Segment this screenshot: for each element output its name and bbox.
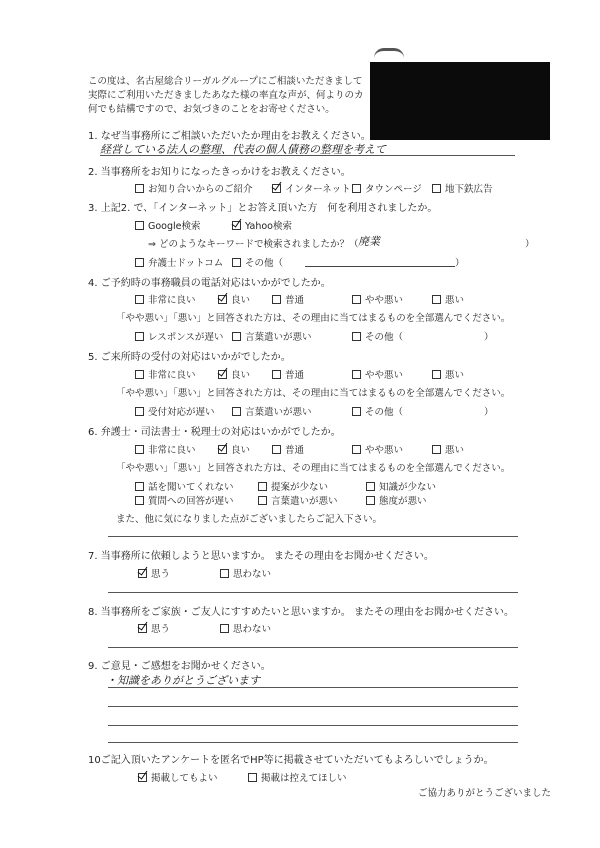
q2-checkbox-3[interactable] (432, 184, 441, 193)
q5-rating-1[interactable] (218, 367, 250, 382)
q6-rating-label: やや悪い (365, 445, 404, 456)
q6-rating-label: 良い (231, 445, 251, 456)
q4-rating-4[interactable] (432, 292, 464, 307)
q9-write-line-3[interactable] (108, 725, 518, 726)
q3-checkbox-2[interactable] (135, 258, 144, 267)
q3-question: 3. 上記2. で、「インターネット」とお答え頂いた方 何を利用されましたか。 (88, 203, 438, 214)
q7-option-label: 思う (151, 569, 171, 580)
q5-checkbox-0[interactable] (135, 370, 144, 379)
q5-checkbox-1[interactable] (218, 370, 227, 379)
q4-rating-label: やや悪い (365, 295, 404, 306)
q5-rating-4[interactable] (432, 367, 464, 382)
q9-write-line-1[interactable] (108, 687, 518, 688)
q10-checkbox-1[interactable] (248, 773, 257, 782)
q5-reason-paren: ） (484, 407, 494, 418)
closing-thanks: ご協力ありがとうございました (418, 788, 552, 799)
q3-other-blank[interactable] (305, 257, 455, 267)
q8-option-label: 思わない (233, 624, 272, 635)
q3-option-label: Yahoo検索 (245, 221, 292, 232)
q2-checkbox-1[interactable] (272, 184, 281, 193)
q1-answer-line (100, 155, 515, 156)
q6-checkbox-3[interactable] (352, 445, 361, 454)
q5-reason-label: その他（ (365, 407, 404, 418)
q6-reason-r1-1[interactable] (258, 479, 328, 494)
q3-option-label: 弁護士ドットコム (148, 258, 224, 269)
q6-checkbox-4[interactable] (432, 445, 441, 454)
q2-option-internet[interactable] (272, 181, 351, 196)
q6-reason-label: 態度が悪い (379, 496, 427, 507)
q2-option-subway[interactable] (432, 181, 493, 196)
q3-option-label: Google検索 (148, 221, 201, 232)
q4-reason-1[interactable] (232, 329, 312, 344)
q10-question: 10ご記入頂いたアンケートを匿名でHP等に掲載させていただいてもよろしいでしょうか。 (88, 755, 494, 766)
q9-write-line-2[interactable] (108, 706, 518, 707)
q6-checkbox-0[interactable] (135, 445, 144, 454)
q2-checkbox-0[interactable] (135, 184, 144, 193)
q8-write-line[interactable] (108, 647, 518, 648)
q4-rating-2[interactable] (272, 292, 304, 307)
q5-rating-label: 普通 (285, 370, 305, 381)
q4-checkbox-0[interactable] (135, 295, 144, 304)
q2-checkbox-2[interactable] (352, 184, 361, 193)
q7-option-no[interactable] (220, 566, 271, 581)
q5-reason-label: 言葉遣いが悪い (245, 407, 312, 418)
q9-question: 9. ご意見・ご感想をお聞かせください。 (88, 661, 271, 672)
q3-keyword-prompt: ⇒ どのようなキーワードで検索されましたか？（ (148, 239, 359, 250)
q3-checkbox-0[interactable] (135, 221, 144, 230)
q8-option-label: 思う (151, 624, 171, 635)
q3-option-google[interactable] (135, 218, 201, 233)
q6-rating-3[interactable] (352, 442, 403, 457)
intro-line-3: 何でも結構ですので、お気づきのことをお寄せください。 (88, 104, 335, 115)
q3-other-close: ） (455, 258, 465, 269)
q4-reason-checkbox-0[interactable] (135, 332, 144, 341)
q5-checkbox-4[interactable] (432, 370, 441, 379)
q6-reason-label: 言葉遣いが悪い (271, 496, 338, 507)
q8-checkbox-1[interactable] (220, 624, 229, 633)
q10-option-yes[interactable] (138, 770, 218, 785)
q6-other-note: また、他に気になりました点がございましたらご記入下さい。 (116, 514, 383, 525)
q6-rating-label: 非常に良い (148, 445, 196, 456)
q3-checkbox-1[interactable] (232, 221, 241, 230)
q4-reason-2[interactable] (352, 329, 403, 344)
q4-reason-label: 言葉遣いが悪い (245, 332, 312, 343)
q6-reason-r1-2[interactable] (366, 479, 436, 494)
q2-option-label: お知り合いからのご紹介 (148, 184, 253, 195)
q5-rating-label: 良い (231, 370, 251, 381)
q5-rating-0[interactable] (135, 367, 196, 382)
q6-write-line[interactable] (108, 536, 518, 537)
q9-write-line-4[interactable] (108, 742, 518, 743)
q3-option-label: その他（ (245, 258, 284, 269)
q6-reason-label: 話を聞いてくれない (148, 482, 234, 493)
q10-checkbox-0[interactable] (138, 773, 147, 782)
q2-option-referral[interactable] (135, 181, 253, 196)
q6-rating-label: 悪い (445, 445, 465, 456)
q6-reason-r2-1[interactable] (258, 493, 338, 508)
q7-write-line[interactable] (108, 592, 518, 593)
q5-reason-checkbox-0[interactable] (135, 407, 144, 416)
q4-question: 4. ご予約時の事務職員の電話対応はいかがでしたか。 (88, 278, 331, 289)
q7-option-label: 思わない (233, 569, 272, 580)
q5-rating-label: 非常に良い (148, 370, 196, 381)
q7-option-yes[interactable] (138, 566, 170, 581)
q2-question: 2. 当事務所をお知りになったきっかけをお教えください。 (88, 167, 351, 178)
q6-checkbox-2[interactable] (272, 445, 281, 454)
q4-reason-0[interactable] (135, 329, 223, 344)
q6-rating-4[interactable] (432, 442, 464, 457)
q6-reason-label: 提案が少ない (271, 482, 329, 493)
q6-reason-checkbox-4[interactable] (258, 496, 267, 505)
q6-reason-r2-0[interactable] (135, 493, 234, 508)
q5-followup: 「やや悪い」「悪い」と回答された方は、その理由に当てはまるものを全部選んでください。 (116, 388, 511, 399)
q4-checkbox-1[interactable] (218, 295, 227, 304)
q5-rating-2[interactable] (272, 367, 304, 382)
q1-question: 1. なぜ当事務所にご相談いただいたか理由をお教えください。 (88, 131, 371, 142)
q4-reason-label: レスポンスが遅い (148, 332, 224, 343)
redaction-mark (374, 48, 404, 61)
q6-rating-1[interactable] (218, 442, 250, 457)
q3-keyword-close: ） (525, 239, 535, 250)
q2-option-label: インターネット (285, 184, 351, 195)
q10-option-no[interactable] (248, 770, 347, 785)
q4-checkbox-2[interactable] (272, 295, 281, 304)
q5-checkbox-2[interactable] (272, 370, 281, 379)
q8-question: 8. 当事務所をご家族・ご友人にすすめたいと思いますか。 またその理由をお聞かせください。 (88, 607, 514, 618)
q10-option-label: 掲載は控えてほしい (261, 773, 347, 784)
q3-keyword-answer: 廃業 (358, 235, 380, 248)
q4-rating-0[interactable] (135, 292, 196, 307)
q4-rating-1[interactable] (218, 292, 250, 307)
q6-reason-label: 質問への回答が遅い (148, 496, 234, 507)
q6-followup: 「やや悪い」「悪い」と回答された方は、その理由に当てはまるものを全部選んでください。 (116, 463, 511, 474)
intro-line-1: この度は、名古屋総合リーガルグループにご相談いただきまして (88, 76, 363, 87)
q5-reason-checkbox-2[interactable] (352, 407, 361, 416)
q2-option-label: タウンページ (365, 184, 422, 195)
q4-reason-paren: ） (484, 332, 494, 343)
q5-rating-label: 悪い (445, 370, 465, 381)
q7-checkbox-1[interactable] (220, 569, 229, 578)
q5-reason-label: 受付対応が遅い (148, 407, 215, 418)
q5-checkbox-3[interactable] (352, 370, 361, 379)
q6-rating-0[interactable] (135, 442, 196, 457)
q4-rating-label: 悪い (445, 295, 465, 306)
q4-reason-checkbox-1[interactable] (232, 332, 241, 341)
q6-reason-checkbox-2[interactable] (366, 482, 375, 491)
q6-reason-checkbox-3[interactable] (135, 496, 144, 505)
q3-option-other[interactable] (232, 255, 465, 270)
q2-option-townpage[interactable] (352, 181, 422, 196)
q4-reason-label: その他（ (365, 332, 404, 343)
q5-reason-0[interactable] (135, 404, 215, 419)
q5-question: 5. ご来所時の受付の対応はいかがでしたか。 (88, 352, 291, 363)
q6-question: 6. 弁護士・司法書士・税理士の対応はいかがでしたか。 (88, 427, 341, 438)
intro-line-2: 実際にご利用いただきましたあなた様の率直な声が、何よりのカ (88, 90, 364, 101)
q1-answer: 経営している法人の整理、代表の個人債務の整理を考えて (100, 143, 386, 156)
q3-checkbox-3[interactable] (232, 258, 241, 267)
q4-rating-label: 非常に良い (148, 295, 196, 306)
q6-reason-r2-2[interactable] (366, 493, 427, 508)
q4-followup: 「やや悪い」「悪い」と回答された方は、その理由に当てはまるものを全部選んでください。 (116, 313, 511, 324)
q8-checkbox-0[interactable] (138, 624, 147, 633)
q7-question: 7. 当事務所に依頼しようと思いますか。 またその理由をお聞かせください。 (88, 551, 434, 562)
q5-reason-checkbox-1[interactable] (232, 407, 241, 416)
q5-reason-2[interactable] (352, 404, 403, 419)
q6-rating-2[interactable] (272, 442, 304, 457)
q6-reason-r1-0[interactable] (135, 479, 234, 494)
q9-answer: ・知識をありがとうございます (106, 674, 260, 687)
q10-option-label: 掲載してもよい (151, 773, 218, 784)
q4-reason-checkbox-2[interactable] (352, 332, 361, 341)
q3-option-bengoshi[interactable] (135, 255, 223, 270)
q4-rating-3[interactable] (352, 292, 403, 307)
q5-reason-1[interactable] (232, 404, 312, 419)
q5-rating-label: やや悪い (365, 370, 404, 381)
q4-checkbox-3[interactable] (352, 295, 361, 304)
q8-option-no[interactable] (220, 621, 271, 636)
redaction-block (370, 62, 550, 140)
q6-reason-checkbox-1[interactable] (258, 482, 267, 491)
q3-option-yahoo[interactable] (232, 218, 292, 233)
q6-reason-label: 知識が少ない (379, 482, 437, 493)
q6-reason-checkbox-0[interactable] (135, 482, 144, 491)
q4-rating-label: 普通 (285, 295, 305, 306)
q8-option-yes[interactable] (138, 621, 170, 636)
q4-rating-label: 良い (231, 295, 251, 306)
q2-option-label: 地下鉄広告 (445, 184, 493, 195)
q6-reason-checkbox-5[interactable] (366, 496, 375, 505)
q7-checkbox-0[interactable] (138, 569, 147, 578)
q6-checkbox-1[interactable] (218, 445, 227, 454)
q4-checkbox-4[interactable] (432, 295, 441, 304)
q6-rating-label: 普通 (285, 445, 305, 456)
q5-rating-3[interactable] (352, 367, 403, 382)
